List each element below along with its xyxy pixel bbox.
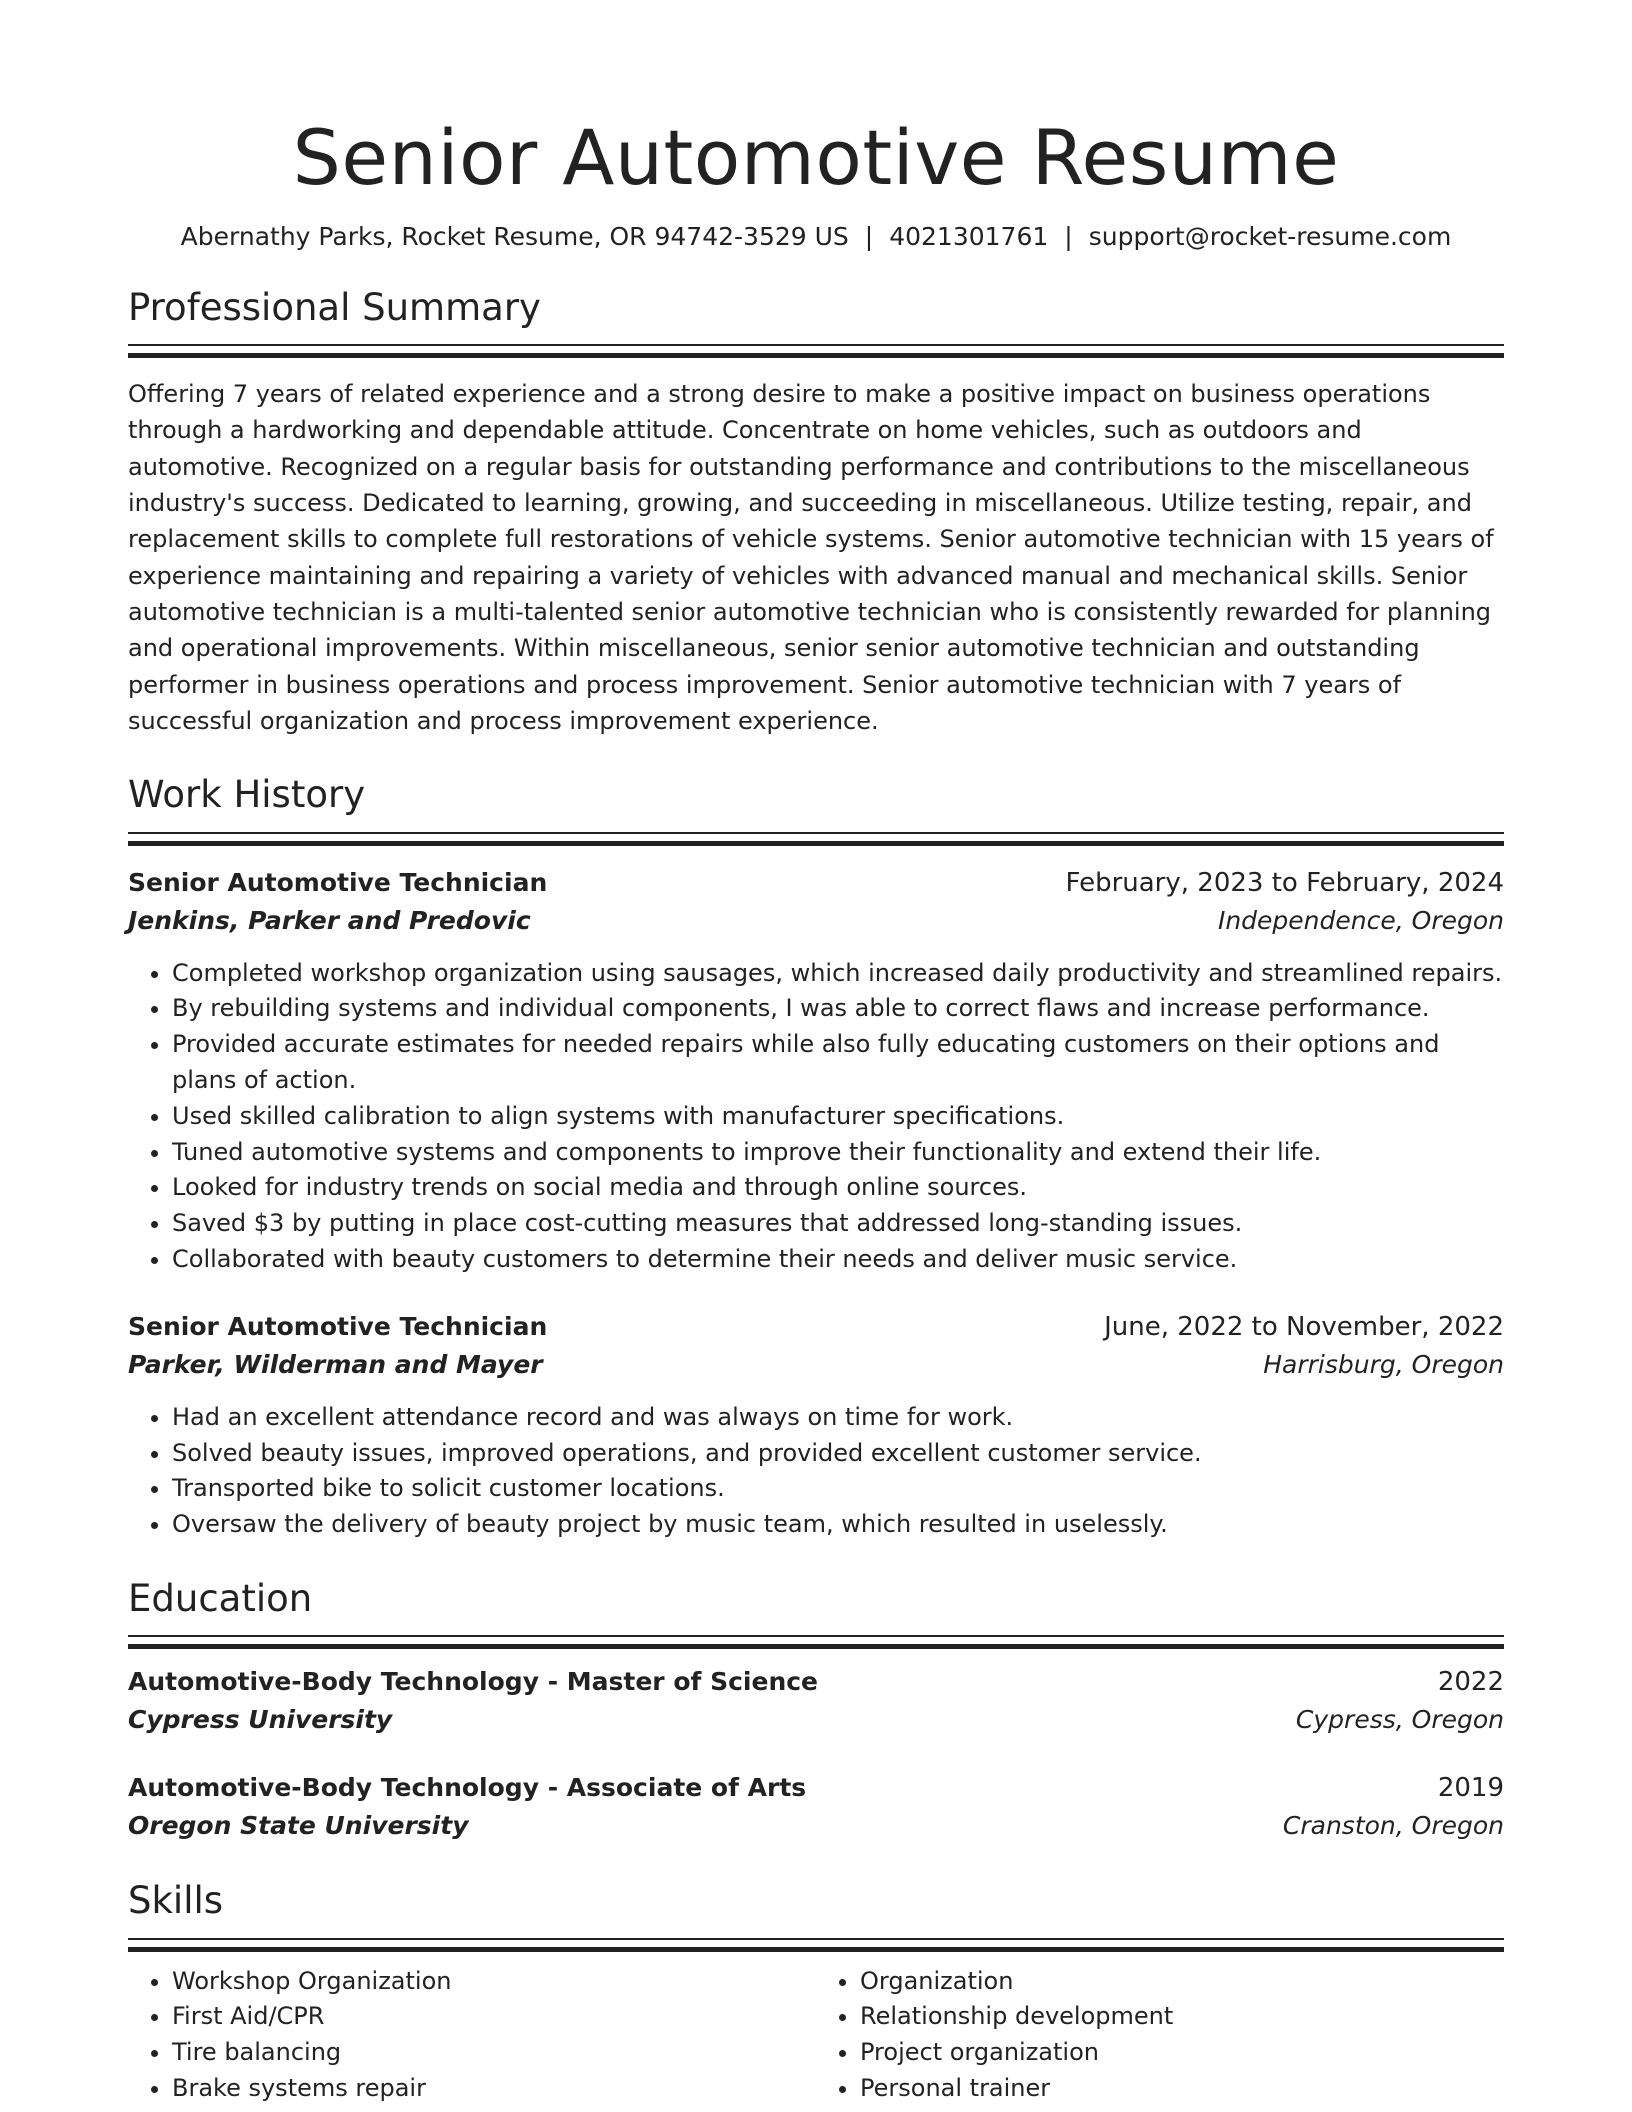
section-heading: Education	[128, 1576, 313, 1620]
list-item: • Oversaw the delivery of beauty project by music team, which resulted in uselessly.	[172, 1507, 1504, 1543]
work-history-section	[128, 773, 1504, 1543]
skills-list-right	[816, 1964, 1504, 2107]
list-item: • Collaborated with beauty customers to determine their needs and deliver music service.	[172, 1242, 1504, 1278]
list-item: • Transported bike to solicit customer locations.	[172, 1471, 1504, 1507]
job-entry	[128, 864, 1504, 1278]
section-rule	[128, 832, 1504, 846]
section-heading: Skills	[128, 1879, 224, 1923]
job-role: Senior Automotive Technician	[128, 867, 548, 897]
resume-title: Senior Automotive Resume	[292, 113, 1340, 202]
job-company: Parker, Wilderman and Mayer	[128, 1349, 543, 1379]
job-location: Harrisburg, Oregon	[1263, 1349, 1504, 1379]
summary-text: Offering 7 years of related experience and a strong desire to make a positive impact on business operations through a hardworking and dependable attitude. Concentrate on home vehicles, such as outdoors and automotive. Recognized on a regular basis for outstanding performance and contributions to the miscellaneous industry's success. Dedicated to learning, growing, and succeeding in miscellaneous. Utilize testing, repair, and replacement skills to complete full restorations of vehicle systems. Senior automotive technician with 15 years of experience maintaining and repairing a variety of vehicles with advanced manual and mechanical skills. Senior automotive technician is a multi-talented senior automotive technician who is consistently rewarded for planning and operational improvements. Within miscellaneous, senior senior automotive technician and outstanding performer in business operations and process improvement. Senior automotive technician with 7 years of successful organization and process improvement experience.	[128, 380, 1494, 735]
job-location: Independence, Oregon	[1217, 905, 1504, 935]
contact-separator: |	[864, 221, 874, 251]
contact-email[interactable]: support@rocket-resume.com	[1088, 221, 1452, 251]
school-name: Cypress University	[128, 1705, 393, 1735]
education-entry	[128, 1663, 1504, 1739]
school-location: Cypress, Oregon	[1295, 1705, 1504, 1735]
section-heading: Work History	[128, 773, 366, 817]
list-item: • By rebuilding systems and individual components, I was able to correct flaws and increase performance.	[172, 991, 1504, 1027]
list-item: • Tuned automotive systems and components to improve their functionality and extend their life.	[172, 1135, 1504, 1171]
skill-item: • First Aid/CPR	[172, 1999, 816, 2035]
list-item: • Saved $3 by putting in place cost-cutting measures that addressed long-standing issues.	[172, 1206, 1504, 1242]
skill-item: • Project organization	[860, 2035, 1504, 2071]
skills-section	[128, 1879, 1504, 2107]
skills-columns	[128, 1964, 1504, 2107]
section-rule	[128, 1938, 1504, 1952]
school-name: Oregon State University	[128, 1811, 469, 1841]
list-item: • Used skilled calibration to align systems with manufacturer specifications.	[172, 1099, 1504, 1135]
job-company: Jenkins, Parker and Predovic	[128, 905, 531, 935]
skill-item: • Organization	[860, 1964, 1504, 2000]
section-rule	[128, 1635, 1504, 1649]
list-item: • Looked for industry trends on social media and through online sources.	[172, 1170, 1504, 1206]
list-item: • Had an excellent attendance record and was always on time for work.	[172, 1400, 1504, 1436]
job-bullets	[128, 956, 1504, 1278]
education-entry	[128, 1769, 1504, 1845]
section-heading: Professional Summary	[128, 285, 541, 329]
graduation-year: 2019	[1437, 1773, 1504, 1804]
school-location: Cranston, Oregon	[1282, 1811, 1504, 1841]
job-entry	[128, 1308, 1504, 1543]
contact-line	[128, 222, 1504, 252]
contact-phone: 4021301761	[889, 221, 1049, 251]
skill-item: • Tire balancing	[172, 2035, 816, 2071]
section-rule	[128, 344, 1504, 358]
job-dates: June, 2022 to November, 2022	[1104, 1311, 1504, 1342]
skill-item: • Personal trainer	[860, 2071, 1504, 2107]
job-dates: February, 2023 to February, 2024	[1065, 867, 1504, 898]
job-role: Senior Automotive Technician	[128, 1311, 548, 1341]
job-bullets	[128, 1400, 1504, 1543]
skill-item: • Brake systems repair	[172, 2071, 816, 2107]
education-section	[128, 1577, 1504, 1845]
skill-item: • Relationship development	[860, 1999, 1504, 2035]
contact-address: Abernathy Parks, Rocket Resume, OR 94742-3529 US	[180, 221, 849, 251]
list-item: • Completed workshop organization using sausages, which increased daily productivity and streamlined repairs.	[172, 956, 1504, 992]
graduation-year: 2022	[1437, 1667, 1504, 1698]
skill-item: • Workshop Organization	[172, 1964, 816, 2000]
list-item: • Solved beauty issues, improved operations, and provided excellent customer service.	[172, 1436, 1504, 1472]
degree-title: Automotive-Body Technology - Master of Science	[128, 1667, 819, 1697]
summary-section	[128, 286, 1504, 739]
list-item: • Provided accurate estimates for needed repairs while also fully educating customers on their options and plans of action.	[172, 1027, 1504, 1099]
degree-title: Automotive-Body Technology - Associate of Arts	[128, 1773, 807, 1803]
skills-list-left	[128, 1964, 816, 2107]
contact-separator: |	[1064, 221, 1073, 251]
